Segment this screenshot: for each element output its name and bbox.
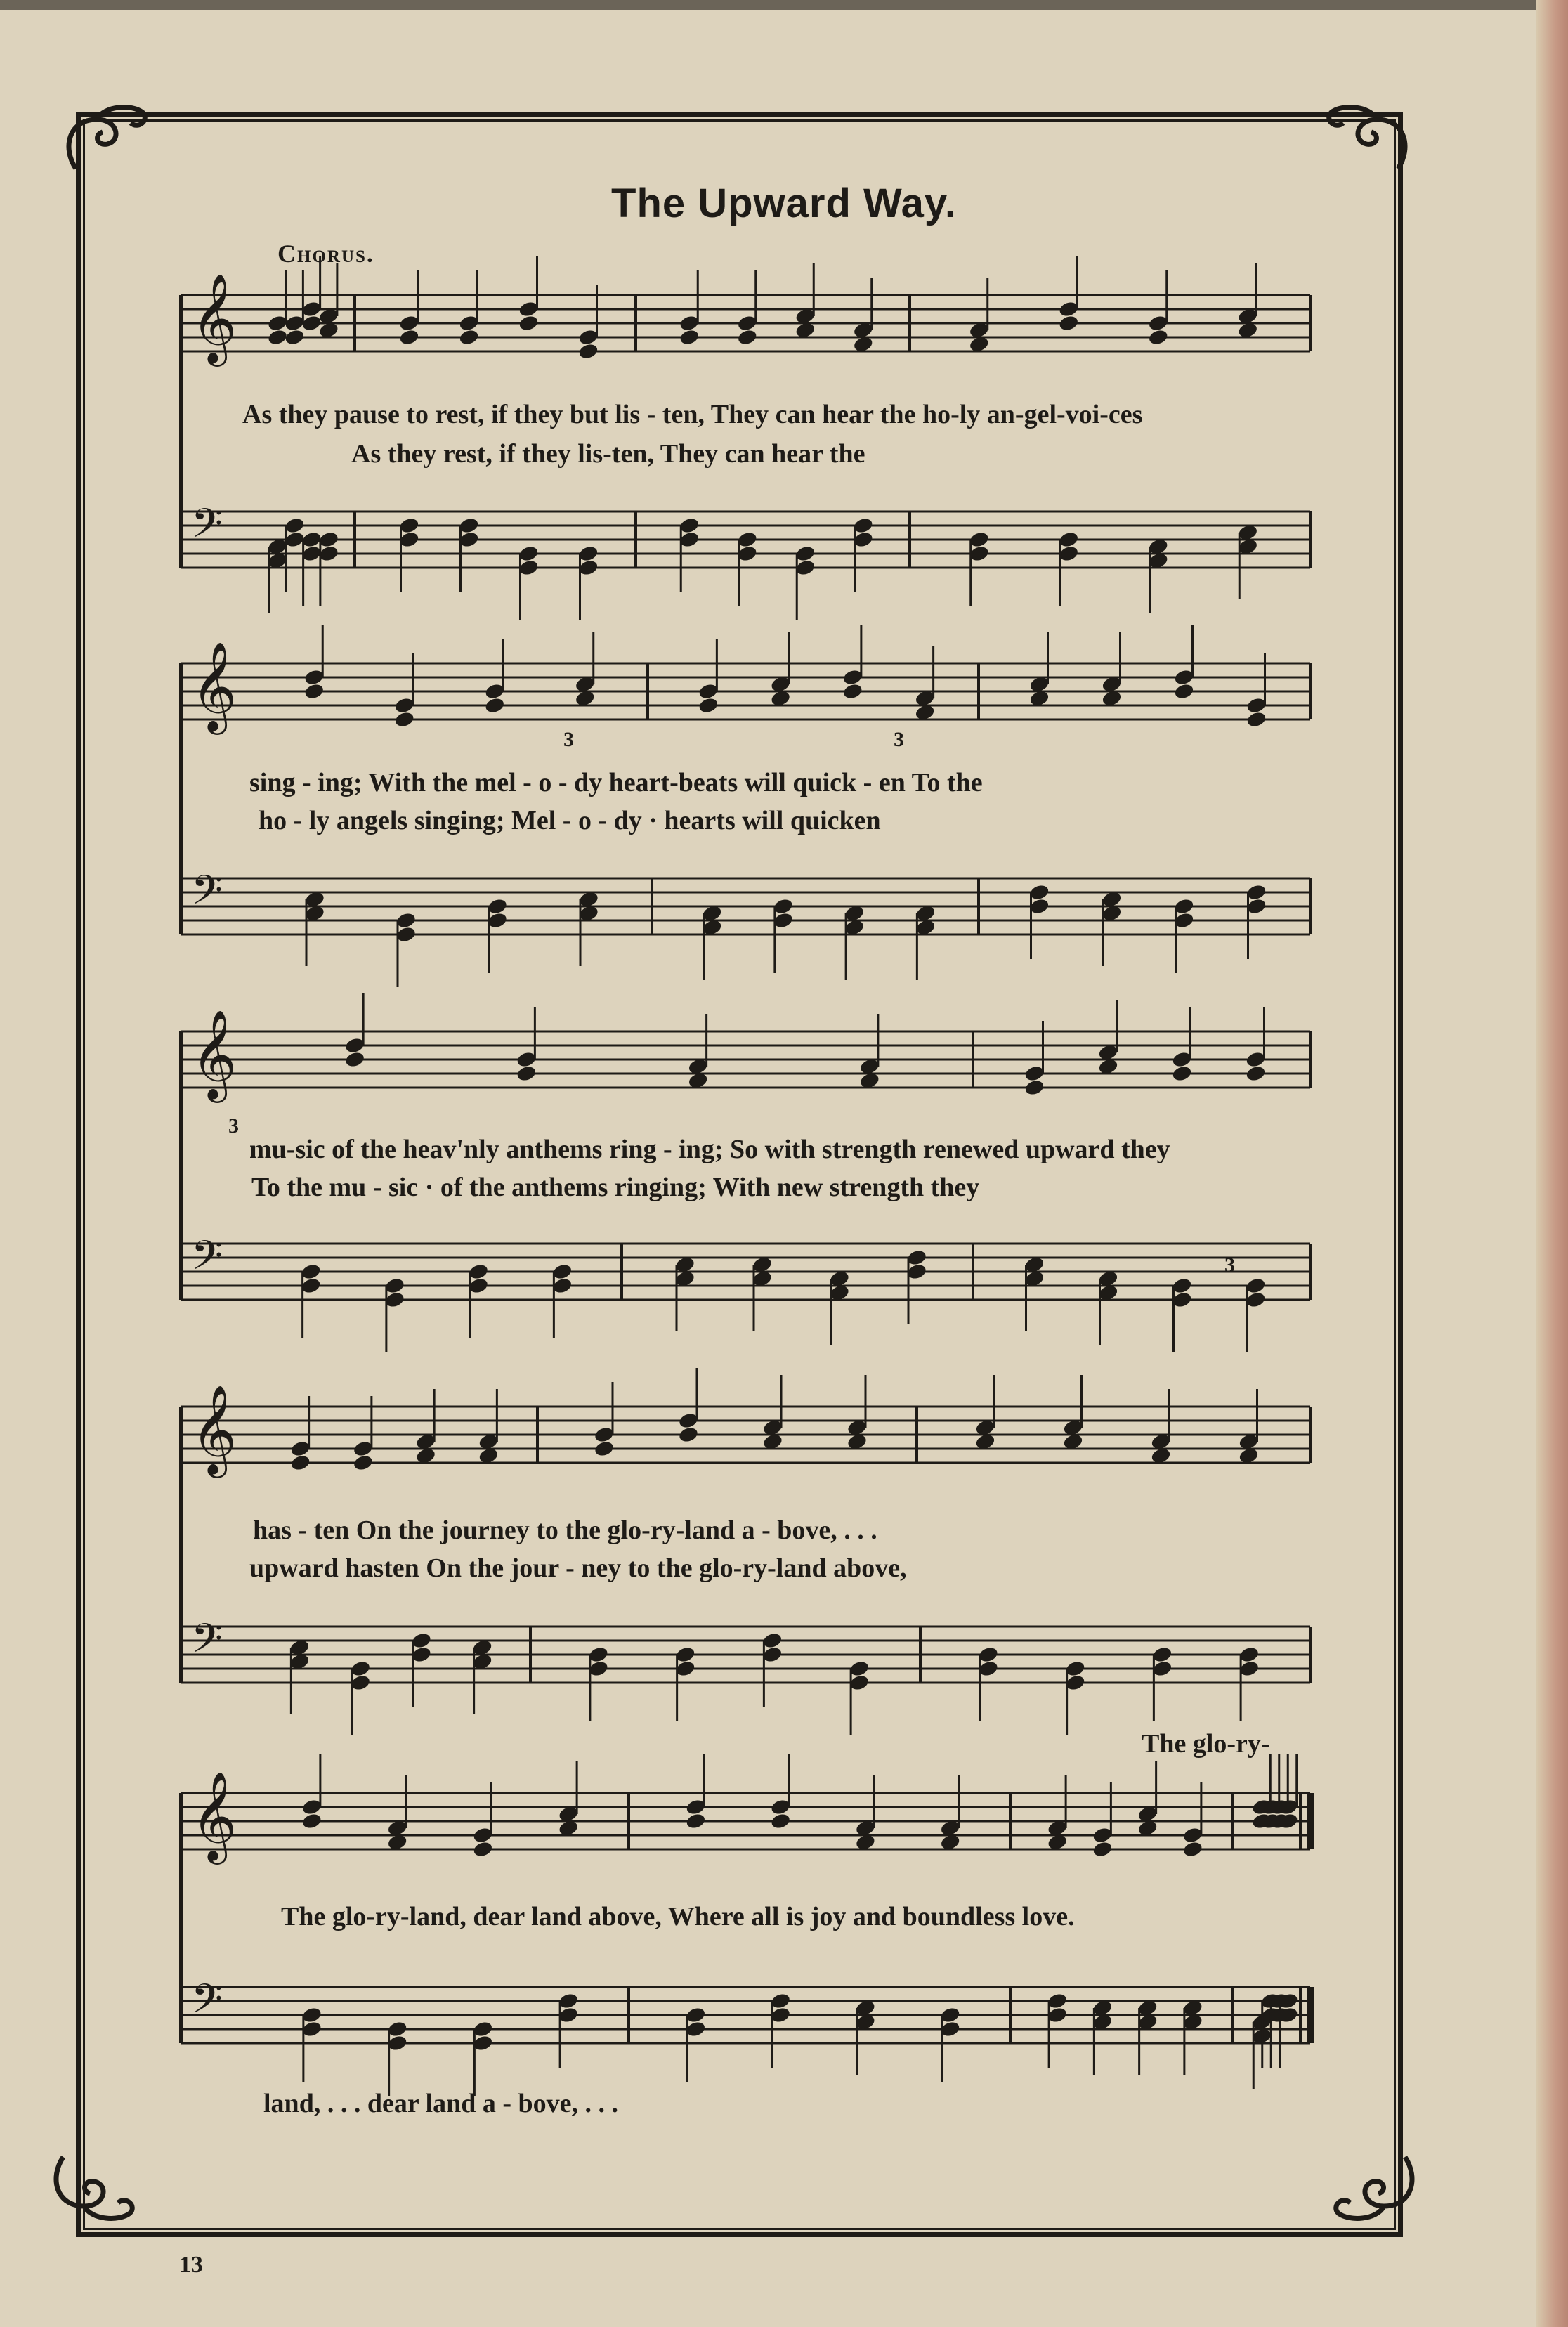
lyric-line: upward hasten On the jour - ney to the glo-ry-land above,	[249, 1553, 907, 1583]
treble-clef-icon: 𝄞	[191, 1384, 237, 1474]
lyric-line: The glo-ry-land, dear land above, Where all is joy and boundless love.	[281, 1902, 1075, 1931]
notehead	[393, 710, 415, 729]
triplet-mark: 3	[228, 1114, 239, 1138]
hymn-title: The Upward Way.	[611, 181, 957, 226]
notehead	[484, 696, 506, 715]
notehead	[344, 1050, 366, 1069]
notehead	[1092, 1840, 1113, 1858]
notehead	[1147, 328, 1169, 346]
notehead	[1171, 1064, 1193, 1083]
notehead	[577, 342, 599, 360]
triplet-mark: 3	[563, 728, 574, 751]
notehead	[458, 328, 480, 346]
treble-clef-icon: 𝄞	[191, 1009, 237, 1099]
notehead	[842, 682, 864, 700]
notehead	[289, 1454, 311, 1472]
notehead	[698, 696, 719, 715]
notehead	[1173, 682, 1195, 700]
notehead	[770, 1812, 792, 1830]
notehead	[284, 328, 306, 346]
notehead	[736, 328, 758, 346]
cue-lyric: The glo-ry-	[1142, 1729, 1270, 1759]
notehead	[472, 1840, 494, 1858]
treble-clef-icon: 𝄞	[191, 1771, 237, 1860]
lyric-line: land, . . . dear land a - bove, . . .	[263, 2089, 618, 2118]
notehead	[267, 328, 289, 346]
lyric-line: has - ten On the journey to the glo-ry-land a - bove, . . .	[253, 1516, 877, 1545]
treble-clef-icon: 𝄞	[191, 273, 237, 363]
bass-clef-icon: 𝄢	[191, 1975, 223, 2033]
notehead	[518, 314, 540, 332]
bass-clef-icon: 𝄢	[191, 500, 223, 557]
lyric-line: mu-sic of the heav'nly anthems ring - ing; So with strength renewed upward they	[249, 1135, 1170, 1164]
page-number: 13	[179, 2252, 203, 2278]
lyric-line: As they pause to rest, if they but lis - ten, They can hear the ho-ly an-gel-voi-ces	[242, 400, 1143, 429]
notehead	[685, 1812, 707, 1830]
notehead	[1058, 314, 1080, 332]
notehead	[1182, 1840, 1204, 1858]
notehead	[1245, 1064, 1267, 1083]
lyric-line: As they rest, if they lis-ten, They can hear the	[351, 439, 865, 469]
notehead	[301, 1812, 323, 1830]
bass-clef-icon: 𝄢	[191, 866, 223, 924]
notehead	[678, 1426, 700, 1444]
notehead	[679, 328, 700, 346]
triplet-mark: 3	[1224, 1253, 1235, 1277]
lyric-line: ho - ly angels singing; Mel - o - dy · hearts will quicken	[259, 806, 881, 835]
notehead	[1246, 710, 1267, 729]
notehead	[516, 1064, 537, 1083]
bass-clef-icon: 𝄢	[191, 1232, 223, 1289]
treble-clef-icon: 𝄞	[191, 641, 237, 731]
bass-clef-icon: 𝄢	[191, 1615, 223, 1672]
notehead	[303, 682, 325, 700]
triplet-mark: 3	[894, 728, 904, 751]
notehead	[594, 1440, 615, 1458]
notehead	[301, 314, 322, 332]
section-label: Chorus.	[277, 240, 374, 268]
notehead	[398, 328, 420, 346]
lyric-line: sing - ing; With the mel - o - dy heart-beats will quick - en To the	[249, 768, 983, 797]
notehead	[353, 1454, 374, 1472]
lyric-line: To the mu - sic · of the anthems ringing; With new strength they	[251, 1173, 980, 1202]
notehead	[1024, 1078, 1045, 1097]
